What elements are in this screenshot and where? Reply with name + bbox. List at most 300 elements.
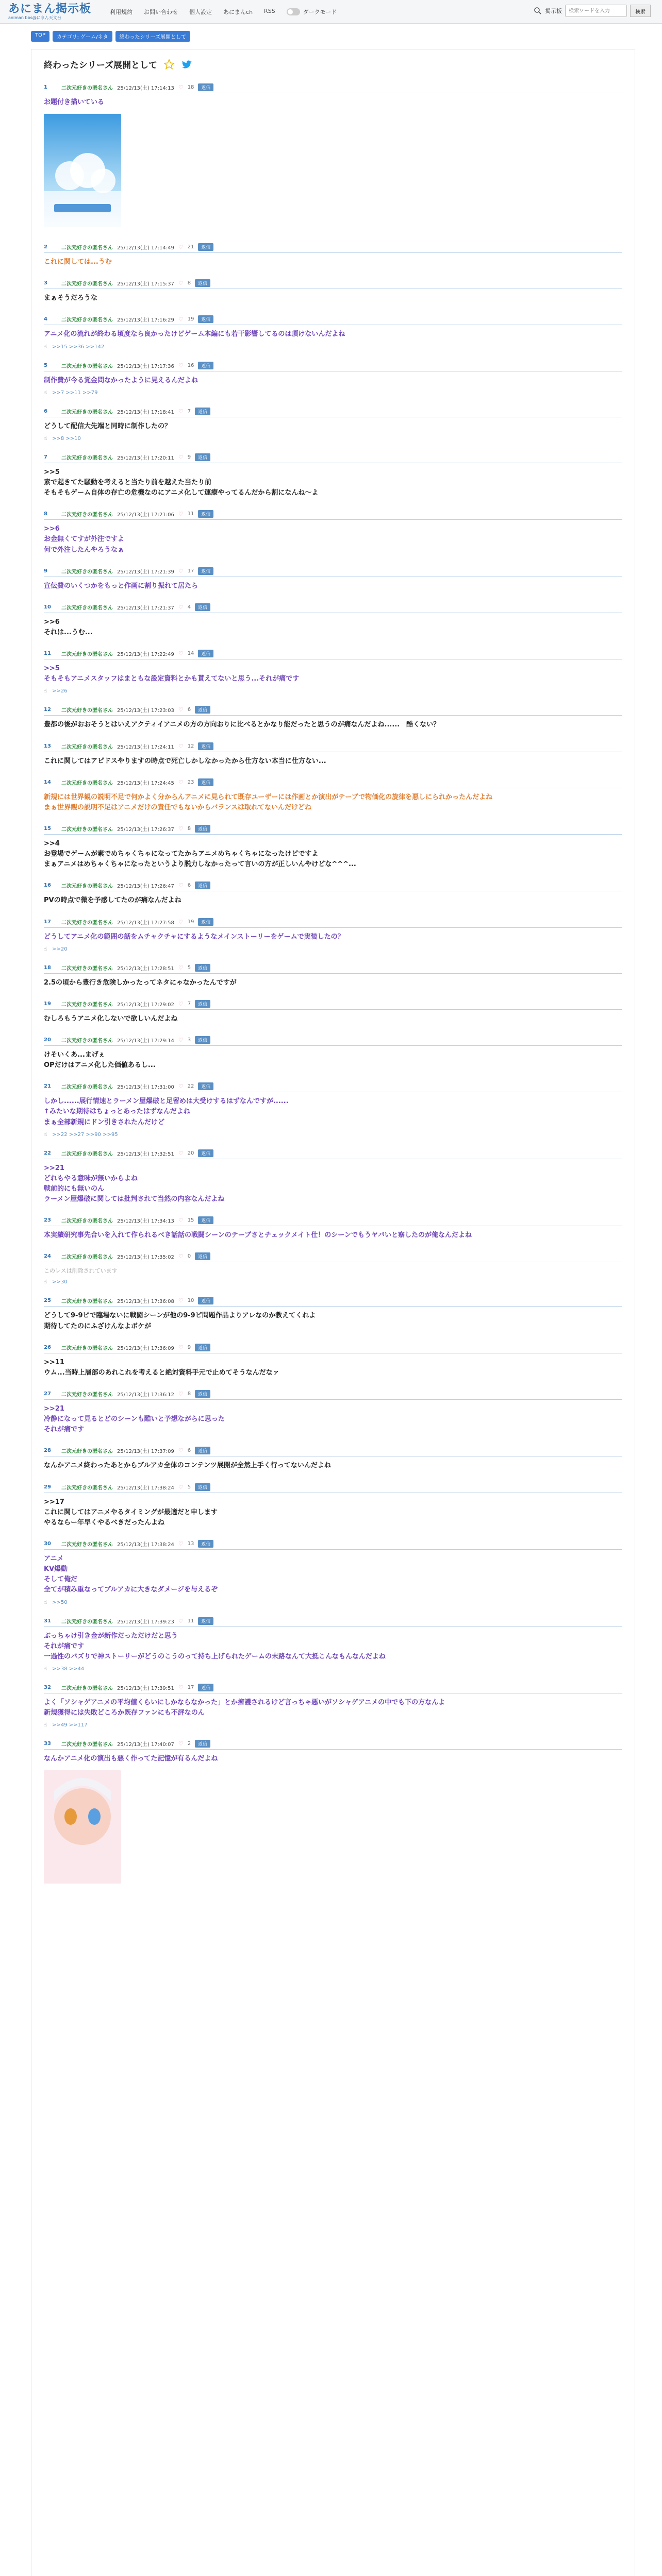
- heart-icon[interactable]: ♡: [178, 1684, 184, 1691]
- darkmode-control: [287, 8, 337, 16]
- post-meta: [44, 777, 622, 788]
- post-number[interactable]: 3: [44, 280, 47, 286]
- like-count: 12: [187, 743, 194, 749]
- reply-button[interactable]: 返信: [195, 1447, 210, 1454]
- post-number[interactable]: 17: [44, 919, 51, 925]
- post: [31, 962, 635, 991]
- heart-icon[interactable]: ♡: [178, 1540, 184, 1547]
- post-date: 25/12/13(土) 17:21:37: [117, 605, 174, 611]
- post-body: お題付き描いている: [44, 98, 105, 106]
- post-number[interactable]: 22: [44, 1150, 51, 1156]
- reply-button[interactable]: 返信: [195, 1390, 210, 1398]
- search-input[interactable]: [565, 5, 627, 17]
- heart-icon[interactable]: ♡: [178, 1344, 184, 1351]
- breadcrumb-thread[interactable]: 終わったシリーズ展開として: [115, 31, 190, 42]
- logo-text: あにまん掲示板: [8, 2, 92, 15]
- reply-refs: [44, 1665, 622, 1675]
- reply-hand-icon: ☝: [44, 1599, 47, 1605]
- post-date: 25/12/13(土) 17:31:00: [117, 1084, 174, 1091]
- like-count: 7: [187, 408, 191, 414]
- post-meta: [44, 1035, 622, 1046]
- breadcrumb-category[interactable]: カテゴリ: ゲーム/ネタ: [53, 31, 112, 42]
- heart-icon[interactable]: ♡: [178, 964, 184, 971]
- post-number[interactable]: 29: [44, 1484, 51, 1490]
- poster-name: 二次元好きの匿名さん: [61, 1038, 113, 1044]
- post-number[interactable]: 1: [44, 84, 47, 90]
- post-number[interactable]: 31: [44, 1618, 51, 1624]
- reply-button[interactable]: 返信: [195, 408, 210, 415]
- post-body: >>17 これに関してはアニメやるタイミングが最適だと申します やるならー年早くやるべきだったんよね: [44, 1498, 218, 1527]
- reply-refs: [44, 687, 622, 697]
- like-count: 23: [187, 779, 194, 785]
- post: [31, 880, 635, 909]
- post-number[interactable]: 32: [44, 1684, 51, 1690]
- logo-subtext: animan bbs@にまん天文台: [8, 15, 61, 20]
- like-count: 13: [187, 1540, 194, 1547]
- post-number[interactable]: 13: [44, 743, 51, 749]
- post-meta: [44, 1081, 622, 1092]
- reply-button[interactable]: 返信: [198, 918, 213, 926]
- poster-name: 二次元好きの匿名さん: [61, 826, 113, 833]
- post: [31, 1616, 635, 1675]
- heart-icon[interactable]: ♡: [178, 882, 184, 889]
- poster-name: 二次元好きの匿名さん: [61, 455, 113, 461]
- post-body: 宣伝費のいくつかをもっと作画に割り振れて居たら: [44, 582, 198, 590]
- post-number[interactable]: 9: [44, 568, 47, 574]
- post-date: 25/12/13(土) 17:29:02: [117, 1002, 174, 1008]
- post-meta: [44, 880, 622, 891]
- like-count: 5: [187, 964, 191, 971]
- post-meta: [44, 1482, 622, 1493]
- reply-button[interactable]: 返信: [198, 650, 213, 657]
- post-number[interactable]: 11: [44, 651, 51, 657]
- reply-button[interactable]: 返信: [198, 83, 213, 91]
- post: [31, 1738, 635, 1891]
- post-number[interactable]: 8: [44, 511, 47, 517]
- reply-refs: [44, 343, 622, 353]
- post-number[interactable]: 6: [44, 408, 47, 414]
- post-date: 25/12/13(土) 17:17:36: [117, 363, 174, 369]
- breadcrumb: [0, 24, 662, 42]
- post-meta: [44, 823, 622, 835]
- post-meta: [44, 648, 622, 659]
- post-body: 制作費が今る覚金問なかったように見えるんだよね: [44, 376, 198, 384]
- nav-settings[interactable]: 個人設定: [189, 8, 212, 15]
- reply-button[interactable]: 返信: [195, 1036, 210, 1044]
- post-number[interactable]: 25: [44, 1298, 51, 1304]
- poster-name: 二次元好きの匿名さん: [61, 245, 113, 251]
- search-button[interactable]: 検索: [630, 5, 651, 17]
- heart-icon[interactable]: ♡: [178, 1297, 184, 1304]
- poster-name: 二次元好きの匿名さん: [61, 281, 113, 287]
- post-date: 25/12/13(土) 17:37:09: [117, 1449, 174, 1455]
- post-date: 25/12/13(土) 17:21:39: [117, 569, 174, 575]
- post-number[interactable]: 18: [44, 964, 51, 971]
- post-date: 25/12/13(土) 17:40:07: [117, 1742, 174, 1748]
- like-count: 15: [187, 1217, 194, 1224]
- reply-ref-links[interactable]: >>8 >>10: [52, 435, 81, 442]
- like-count: 3: [187, 1037, 191, 1043]
- reply-button[interactable]: 返信: [198, 1617, 213, 1625]
- heart-icon[interactable]: ♡: [178, 567, 184, 574]
- post-body: >>5 そもそもアニメスタッフはまともな設定資料とかも貰えてないと思う...それが痛です: [44, 665, 300, 683]
- heart-icon[interactable]: ♡: [178, 1447, 184, 1454]
- site-logo[interactable]: [8, 4, 91, 20]
- heart-icon[interactable]: ♡: [178, 706, 184, 714]
- reply-button[interactable]: 返信: [195, 964, 210, 972]
- heart-icon[interactable]: ♡: [178, 1617, 184, 1624]
- post-meta: [44, 406, 622, 417]
- poster-name: 二次元好きの匿名さん: [61, 1084, 113, 1091]
- nav-terms[interactable]: 利用規約: [110, 8, 133, 15]
- post-number[interactable]: 20: [44, 1037, 51, 1043]
- reply-hand-icon: ☝: [44, 1131, 47, 1138]
- post-date: 25/12/13(土) 17:24:11: [117, 744, 174, 750]
- like-count: 21: [187, 244, 194, 250]
- heart-icon[interactable]: ♡: [178, 316, 184, 323]
- reply-button[interactable]: 返信: [195, 603, 210, 611]
- twitter-bird-icon[interactable]: [181, 59, 192, 70]
- post-date: 25/12/13(土) 17:14:13: [117, 86, 174, 91]
- heart-icon[interactable]: ♡: [178, 1483, 184, 1490]
- post-meta: [44, 741, 622, 752]
- post-number[interactable]: 30: [44, 1540, 51, 1547]
- post-meta: [44, 242, 622, 253]
- reply-button[interactable]: 返信: [195, 1344, 210, 1351]
- reply-ref-links[interactable]: >>26: [52, 688, 68, 694]
- reply-button[interactable]: 返信: [195, 1252, 210, 1260]
- heart-icon[interactable]: ♡: [178, 1000, 184, 1007]
- post: [31, 917, 635, 955]
- post-body: このレスは削除されています: [44, 1267, 118, 1275]
- like-count: 19: [187, 919, 194, 925]
- heart-icon[interactable]: ♡: [178, 408, 184, 415]
- heart-icon[interactable]: ♡: [178, 1083, 184, 1090]
- heart-icon[interactable]: ♡: [178, 84, 184, 91]
- post-body: ぶっちゃけ引き金が新作だっただけだと思う それが痛です 一過性のバズりで神ストーリーがどうのこうのって持ち上げられたゲームの末路なんて大抵こんなもんなんだよね: [44, 1632, 386, 1660]
- nav-animanch[interactable]: あにまんch: [223, 8, 253, 15]
- post: [31, 1148, 635, 1208]
- poster-name: 二次元好きの匿名さん: [61, 1345, 113, 1351]
- post-number[interactable]: 21: [44, 1083, 51, 1090]
- post-body: むしろもうアニメ化しないで欲しいんだよね: [44, 1014, 178, 1023]
- post-number[interactable]: 27: [44, 1391, 51, 1397]
- reply-button[interactable]: 返信: [198, 1149, 213, 1157]
- reply-ref-links[interactable]: >>49 >>117: [52, 1722, 88, 1728]
- post-meta: [44, 1215, 622, 1226]
- heart-icon[interactable]: ♡: [178, 1217, 184, 1224]
- search-scope-label: 掲示板: [545, 8, 562, 14]
- reply-button[interactable]: 返信: [198, 1082, 213, 1090]
- poster-name: 二次元好きの匿名さん: [61, 652, 113, 658]
- poster-name: 二次元好きの匿名さん: [61, 1685, 113, 1691]
- post-meta: [44, 278, 622, 289]
- nav-contact[interactable]: お問い合わせ: [144, 8, 178, 15]
- post-body: まぁそうだろうな: [44, 294, 98, 302]
- reply-ref-links[interactable]: >>20: [52, 946, 68, 952]
- reply-button[interactable]: 返信: [195, 882, 210, 889]
- heart-icon[interactable]: ♡: [178, 1253, 184, 1260]
- like-count: 8: [187, 1391, 191, 1397]
- post-date: 25/12/13(土) 17:22:49: [117, 652, 174, 658]
- post: [31, 1035, 635, 1074]
- post-meta: [44, 1342, 622, 1353]
- like-count: 20: [187, 1150, 194, 1156]
- post-number[interactable]: 5: [44, 362, 47, 368]
- post-meta: [44, 1616, 622, 1627]
- nav-rss[interactable]: RSS: [264, 7, 275, 14]
- reply-button[interactable]: 返信: [198, 1216, 213, 1224]
- post: [31, 1682, 635, 1731]
- reply-hand-icon: ☝: [44, 688, 47, 694]
- post: [31, 314, 635, 352]
- post-meta: [44, 1738, 622, 1750]
- post: [31, 1342, 635, 1381]
- post-number[interactable]: 28: [44, 1448, 51, 1454]
- thread-title: 終わったシリーズ展開として: [44, 60, 157, 71]
- reply-hand-icon: ☝: [44, 435, 47, 442]
- reply-button[interactable]: 返信: [195, 1000, 210, 1008]
- post-body: けそいくあ...まげぇ OPだけはアニメ化した価値あるし...: [44, 1050, 156, 1070]
- post-image[interactable]: [44, 114, 121, 227]
- reply-button[interactable]: 返信: [198, 243, 213, 251]
- post: [31, 509, 635, 558]
- post-body: これに関してはアピドスやりますの時点で死亡しかしなかったから仕方ない本当に仕方ない...: [44, 757, 326, 765]
- post-date: 25/12/13(土) 17:38:24: [117, 1485, 174, 1491]
- post-number[interactable]: 7: [44, 454, 47, 460]
- post: [31, 648, 635, 697]
- like-count: 6: [187, 883, 191, 889]
- post-body: >>21 冷静になって見るとどのシーンも酷いと予想ながらに思った それが痛です: [44, 1404, 225, 1434]
- reply-hand-icon: ☝: [44, 1279, 47, 1285]
- post-meta: [44, 452, 622, 463]
- reply-button[interactable]: 返信: [198, 362, 213, 369]
- reply-button[interactable]: 返信: [195, 825, 210, 833]
- heart-icon[interactable]: ♡: [178, 918, 184, 925]
- reply-button[interactable]: 返信: [195, 1483, 210, 1491]
- reply-ref-links[interactable]: >>38 >>44: [52, 1666, 85, 1672]
- like-count: 10: [187, 1298, 194, 1304]
- like-count: 14: [187, 651, 194, 657]
- like-count: 2: [187, 1741, 191, 1747]
- heart-icon[interactable]: ♡: [178, 453, 184, 461]
- like-count: 11: [187, 1618, 194, 1624]
- post: [31, 566, 635, 595]
- post-date: 25/12/13(土) 17:32:51: [117, 1151, 174, 1157]
- reply-ref-links[interactable]: >>22 >>27 >>90 >>95: [52, 1131, 118, 1138]
- post-image[interactable]: [44, 1770, 121, 1884]
- post-meta: [44, 314, 622, 325]
- post: [31, 777, 635, 816]
- poster-name: 二次元好きの匿名さん: [61, 317, 113, 324]
- post-number[interactable]: 12: [44, 707, 51, 713]
- post-body: >>6 お金無くてすが外注ですよ 何で外注したんやろうなぁ: [44, 525, 125, 554]
- post: [31, 242, 635, 270]
- heart-icon[interactable]: ♡: [178, 742, 184, 750]
- reply-hand-icon: ☝: [44, 1722, 47, 1728]
- like-count: 9: [187, 454, 191, 460]
- post-body: よく「ソシャゲアニメの平均値くらいにしかならなかった」とか擁護されるけど言っちゃ悪いがソシャゲアニメの中でも下の方なんよ 新規獲得には失敗どころか既存ファンにも不評なのん: [44, 1698, 445, 1717]
- poster-name: 二次元好きの匿名さん: [61, 1449, 113, 1455]
- thread-container: [31, 49, 635, 2576]
- star-icon[interactable]: [163, 59, 175, 70]
- reply-refs: [44, 1599, 622, 1608]
- poster-name: 二次元好きの匿名さん: [61, 363, 113, 369]
- heart-icon[interactable]: ♡: [178, 280, 184, 287]
- reply-button[interactable]: 返信: [198, 778, 213, 786]
- poster-name: 二次元好きの匿名さん: [61, 884, 113, 890]
- post-number[interactable]: 15: [44, 825, 51, 832]
- post-date: 25/12/13(土) 17:34:13: [117, 1218, 174, 1225]
- post-number[interactable]: 14: [44, 779, 51, 785]
- heart-icon[interactable]: ♡: [178, 1740, 184, 1748]
- like-count: 7: [187, 1001, 191, 1007]
- heart-icon[interactable]: ♡: [178, 362, 184, 369]
- post-date: 25/12/13(土) 17:18:41: [117, 409, 174, 415]
- post-date: 25/12/13(土) 17:36:09: [117, 1345, 174, 1351]
- post: [31, 741, 635, 770]
- darkmode-label: ダークモード: [303, 8, 337, 15]
- top-bar: [0, 0, 662, 24]
- heart-icon[interactable]: ♡: [178, 1036, 184, 1043]
- post-body: アニメ化の流れが終わる頃度なら良かったけどゲーム本編にも若干影響してるのは頂けないんだよね: [44, 330, 345, 338]
- main-nav: [110, 8, 275, 16]
- reply-ref-links[interactable]: >>7 >>11 >>79: [52, 389, 98, 396]
- poster-name: 二次元好きの匿名さん: [61, 1255, 113, 1261]
- post-number[interactable]: 19: [44, 1001, 51, 1007]
- poster-name: 二次元好きの匿名さん: [61, 1299, 113, 1305]
- heart-icon[interactable]: ♡: [178, 825, 184, 832]
- post-body: >>21 どれもやる意味が無いからよね 戦前的にも無いのん ラーメン屋爆破に関しては批判されて当然の内容なんだよね: [44, 1164, 225, 1204]
- poster-name: 二次元好きの匿名さん: [61, 1218, 113, 1225]
- reply-button[interactable]: 返信: [195, 279, 210, 287]
- post: [31, 1388, 635, 1438]
- post-body: 2.5の頃から豊行き危険しかったってネタにゃなかったんですが: [44, 978, 237, 987]
- post: [31, 360, 635, 399]
- poster-name: 二次元好きの匿名さん: [61, 920, 113, 926]
- reply-refs: [44, 435, 622, 445]
- reply-button[interactable]: 返信: [195, 453, 210, 461]
- post-meta: [44, 1388, 622, 1400]
- post-meta: [44, 1682, 622, 1693]
- reply-hand-icon: ☝: [44, 344, 47, 350]
- poster-name: 二次元好きの匿名さん: [61, 1541, 113, 1548]
- post-body: しかし......展行情速とラーメン屋爆破と足留めは大受けするはずなんですが...... ↑みたいな期待はちょっとあったはずなんだよね まぁ全部新規にドン引きされたんだけど: [44, 1097, 289, 1126]
- reply-ref-links[interactable]: >>30: [52, 1279, 68, 1285]
- poster-name: 二次元好きの匿名さん: [61, 512, 113, 518]
- post-number[interactable]: 24: [44, 1253, 51, 1260]
- reply-button[interactable]: 返信: [195, 1740, 210, 1748]
- post-number[interactable]: 10: [44, 604, 51, 610]
- post-body: >>4 お登場でゲームが素でめちゃくちゃになってたからアニメめちゃくちゃになったけどですよ まぁアニメはめちゃくちゃになったというより脱力しなかったって言いの方が正しいんやけどな^^^...: [44, 839, 356, 869]
- reply-hand-icon: ☝: [44, 389, 47, 396]
- like-count: 4: [187, 604, 191, 610]
- post: [31, 1482, 635, 1531]
- breadcrumb-top[interactable]: TOP: [31, 31, 49, 42]
- poster-name: 二次元好きの匿名さん: [61, 86, 113, 91]
- post-date: 25/12/13(土) 17:26:37: [117, 826, 174, 833]
- poster-name: 二次元好きの匿名さん: [61, 708, 113, 714]
- post-meta: [44, 1148, 622, 1159]
- post: [31, 1538, 635, 1608]
- heart-icon[interactable]: ♡: [178, 1149, 184, 1157]
- post-body: どうして配信大先端と同時に制作したの？: [44, 422, 172, 430]
- post-meta: [44, 1538, 622, 1550]
- reply-button[interactable]: 返信: [198, 567, 213, 575]
- reply-button[interactable]: 返信: [195, 706, 210, 714]
- post-body: >>5 素で起きてた騒動を考えると当たり前を越えた当たり前 そもそもゲーム自体の存亡の危機なのにアニメ化して運療やってるんだから割になんね～よ: [44, 468, 319, 497]
- heart-icon[interactable]: ♡: [178, 1390, 184, 1397]
- reply-refs: [44, 1131, 622, 1141]
- reply-hand-icon: ☝: [44, 946, 47, 952]
- post-number[interactable]: 26: [44, 1344, 51, 1350]
- post-meta: [44, 704, 622, 716]
- heart-icon[interactable]: ♡: [178, 650, 184, 657]
- post-meta: [44, 1295, 622, 1307]
- post-meta: [44, 917, 622, 928]
- reply-ref-links[interactable]: >>15 >>36 >>142: [52, 344, 105, 350]
- like-count: 19: [187, 316, 194, 323]
- like-count: 6: [187, 707, 191, 713]
- reply-ref-links[interactable]: >>50: [52, 1599, 68, 1605]
- post-number[interactable]: 4: [44, 316, 47, 323]
- post-number[interactable]: 33: [44, 1741, 51, 1747]
- post-body: 新規には世界観の説明不足で何かよく分からんアニメに見られて既存ユーザーには作画とか演出がテーブで物価化の旋律を悪しにられかったんだよね まぁ世界観の説明不足はアニメだけの責任でもないからバランスは取れてないんだけどね: [44, 793, 493, 811]
- like-count: 8: [187, 825, 191, 832]
- poster-name: 二次元好きの匿名さん: [61, 605, 113, 611]
- post: [31, 998, 635, 1027]
- reply-button[interactable]: 返信: [198, 510, 213, 518]
- post-date: 25/12/13(土) 17:28:51: [117, 965, 174, 972]
- post-list: [31, 82, 635, 1891]
- post: [31, 1445, 635, 1474]
- poster-name: 二次元好きの匿名さん: [61, 1619, 113, 1625]
- poster-name: 二次元好きの匿名さん: [61, 965, 113, 972]
- reply-button[interactable]: 返信: [198, 1684, 213, 1691]
- poster-name: 二次元好きの匿名さん: [61, 1485, 113, 1491]
- post-date: 25/12/13(土) 17:39:23: [117, 1619, 174, 1625]
- like-count: 9: [187, 1344, 191, 1350]
- post-date: 25/12/13(土) 17:20:11: [117, 455, 174, 461]
- post-body: PVの時点で微を予感してたのが痛なんだよね: [44, 896, 181, 905]
- post-body: アニメ KV爆動 そして俺だ 全てが積み重なってブルアカに大きなダメージを与えるぞ: [44, 1554, 218, 1594]
- darkmode-toggle[interactable]: [287, 8, 300, 15]
- like-count: 5: [187, 1484, 191, 1490]
- poster-name: 二次元好きの匿名さん: [61, 569, 113, 575]
- reply-button[interactable]: 返信: [198, 742, 213, 750]
- reply-refs: [44, 945, 622, 955]
- post-meta: [44, 602, 622, 613]
- post-body: これに関しては...うむ: [44, 258, 112, 266]
- post-body: >>11 ウム...当時上層部のあれこれを考えると絶対資料手元で止めてそうなんだなァ: [44, 1358, 279, 1377]
- heart-icon[interactable]: ♡: [178, 603, 184, 611]
- heart-icon[interactable]: ♡: [178, 244, 184, 251]
- post-body: なんかアニメ化の演出も悪く作ってた記憶が有るんだよね: [44, 1755, 218, 1763]
- post-date: 25/12/13(土) 17:36:08: [117, 1299, 174, 1305]
- post-number[interactable]: 23: [44, 1217, 51, 1224]
- post: [31, 278, 635, 307]
- heart-icon[interactable]: ♡: [178, 778, 184, 786]
- post-number[interactable]: 16: [44, 883, 51, 889]
- post-body: なんかアニメ終わったあとからブルアカ全体のコンテンツ展開が全然上手く行ってないんだよね: [44, 1462, 331, 1470]
- reply-button[interactable]: 返信: [198, 1540, 213, 1548]
- post-date: 25/12/13(土) 17:24:45: [117, 780, 174, 786]
- post-date: 25/12/13(土) 17:38:24: [117, 1541, 174, 1548]
- reply-button[interactable]: 返信: [198, 315, 213, 323]
- post-number[interactable]: 2: [44, 244, 47, 250]
- heart-icon[interactable]: ♡: [178, 511, 184, 518]
- reply-button[interactable]: 返信: [198, 1297, 213, 1304]
